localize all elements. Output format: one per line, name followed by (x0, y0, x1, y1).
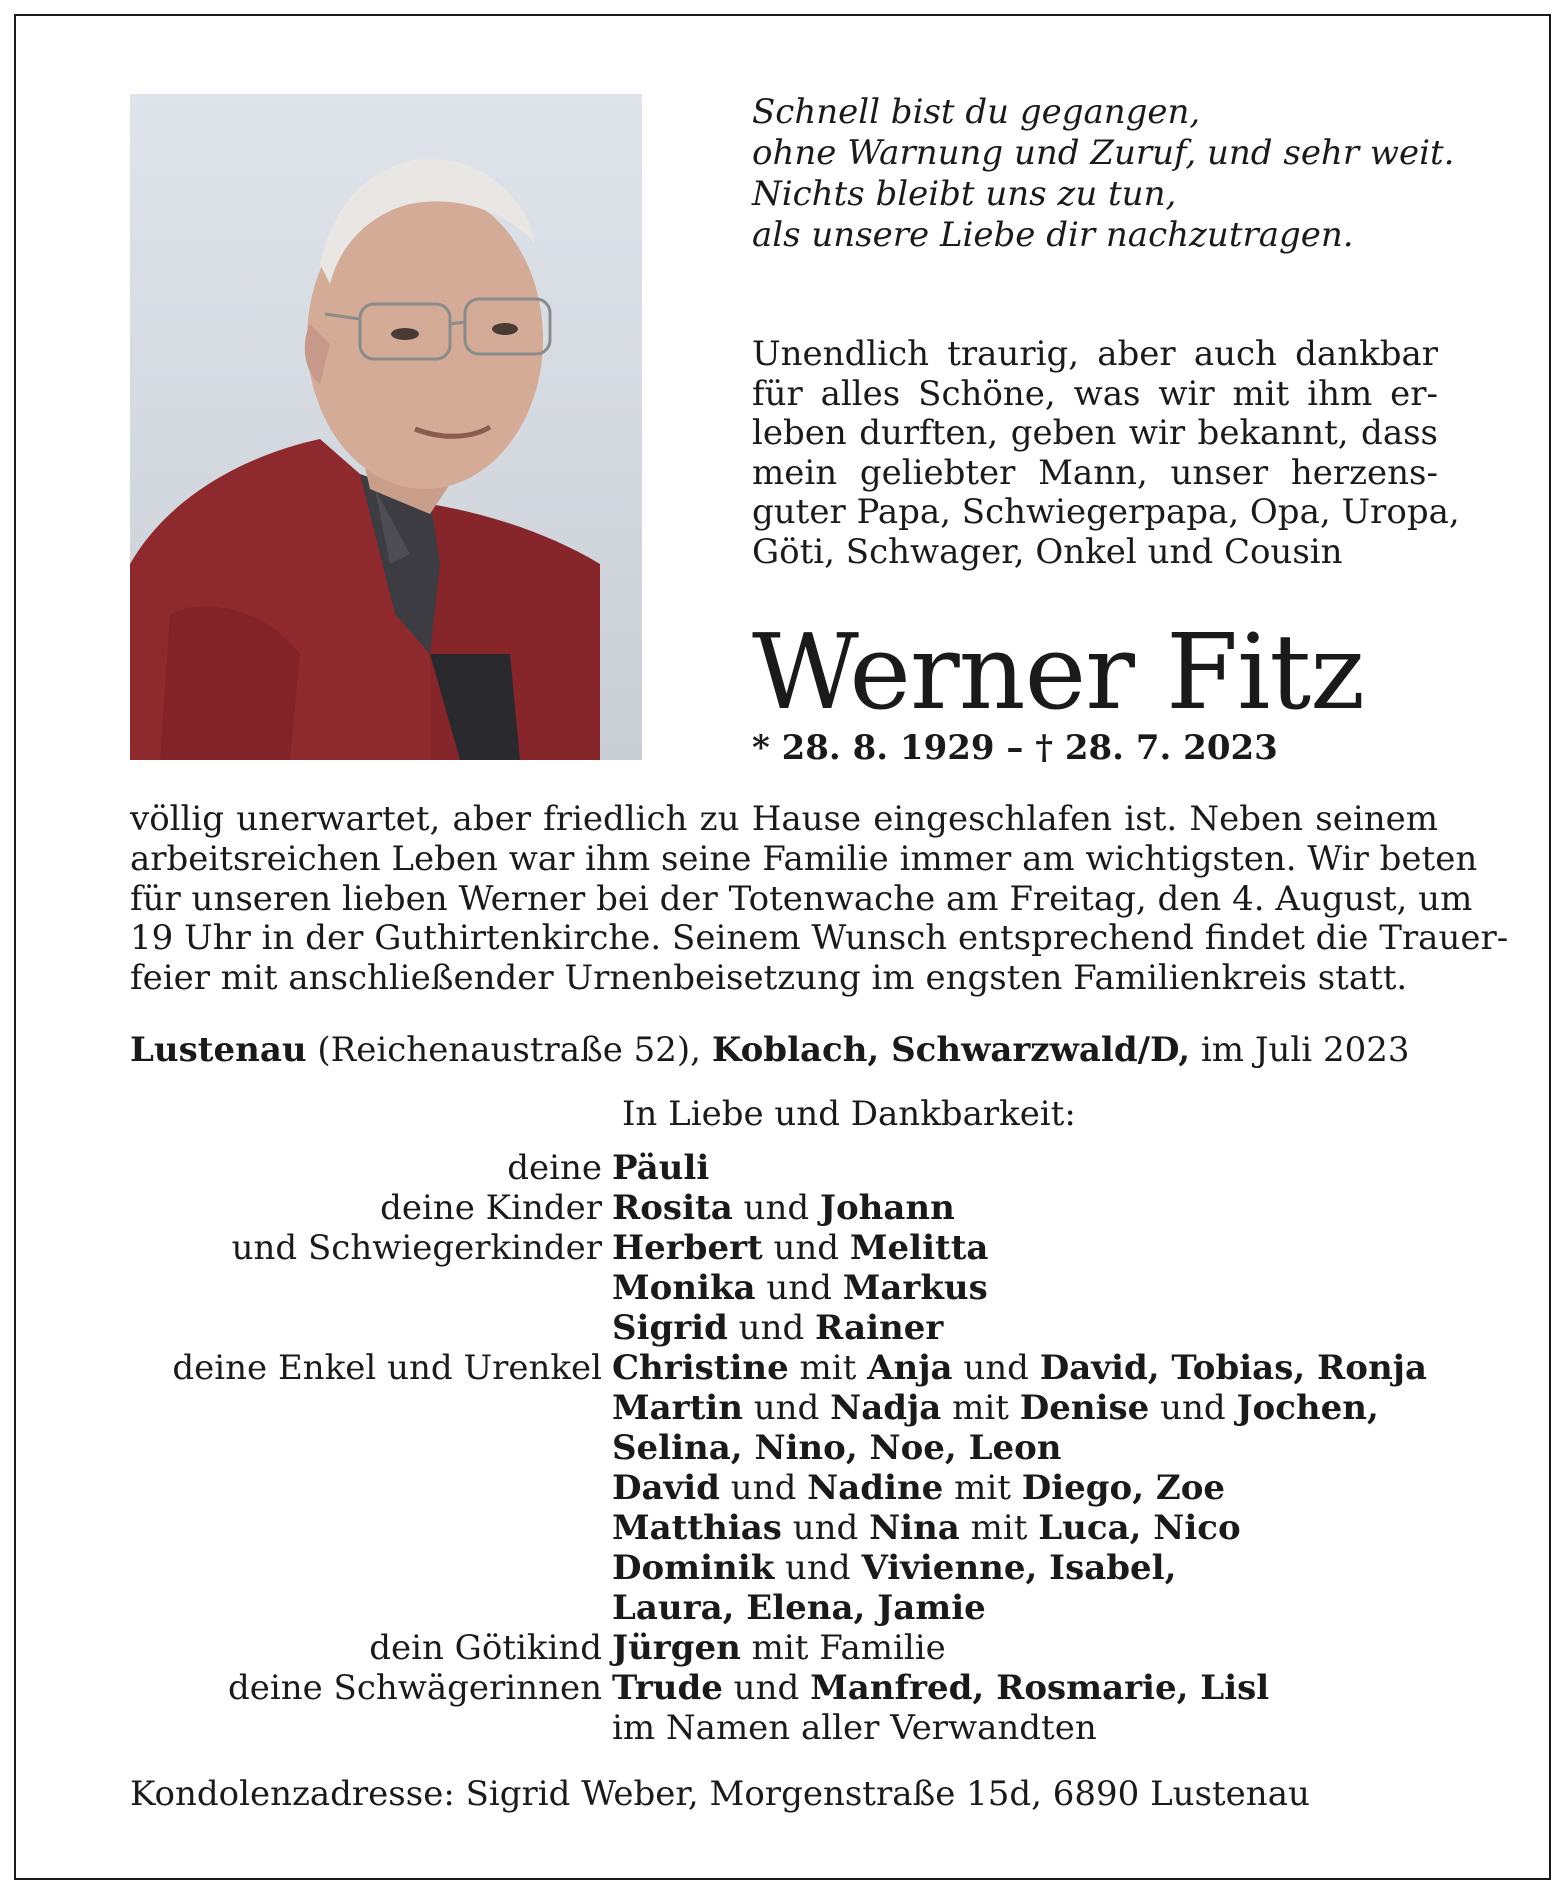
mourner-name: Laura, Elena, Jamie (612, 1588, 986, 1628)
mourner-relation (130, 1468, 612, 1508)
place-town: Lustenau (130, 1030, 307, 1070)
place-line (130, 1030, 1409, 1070)
mourner-connector: mit Familie (740, 1628, 946, 1668)
mourner-names (612, 1188, 955, 1228)
mourner-name: Herbert (612, 1228, 763, 1268)
mourner-name: Rosita (612, 1188, 733, 1228)
mourner-row (130, 1628, 1427, 1668)
poem-line: als unsere Liebe dir nachzutragen. (752, 215, 1354, 255)
mourner-name: Christine (612, 1348, 789, 1388)
mourner-connector: und (722, 1668, 811, 1708)
mourning-title: In Liebe und Dankbarkeit: (622, 1094, 1076, 1134)
mourner-row (130, 1388, 1427, 1428)
poem-line: Nichts bleibt uns zu tun, (752, 174, 1177, 214)
intro-line: leben durften, geben wir bekannt, dass (752, 413, 1438, 453)
mourner-row (130, 1348, 1427, 1388)
mourner-connector: und (732, 1188, 820, 1228)
mourner-relation (130, 1388, 612, 1428)
place-date: im Juli 2023 (1200, 1030, 1410, 1070)
mourner-relation: und Schwiegerkinder (231, 1228, 602, 1268)
mourner-row (130, 1708, 1427, 1748)
mourner-connector: mit (788, 1348, 868, 1388)
mourner-relation (130, 1508, 612, 1548)
mourner-name: Manfred, Rosmarie, Lisl (810, 1668, 1270, 1708)
mourner-connector: und (781, 1508, 870, 1548)
intro-line: mein geliebter Mann, unser herzens- (752, 452, 1438, 493)
mourner-name: Matthias (612, 1508, 782, 1548)
intro-line: guter Papa, Schwiegerpapa, Opa, Uropa, (752, 492, 1460, 532)
intro-paragraph (752, 334, 1460, 572)
mourner-row (130, 1548, 1427, 1588)
mourner-name: Denise (1019, 1388, 1150, 1428)
mourner-name: Jürgen (612, 1628, 741, 1668)
poem-line: Schnell bist du gegangen, (752, 92, 1201, 132)
mourner-name: Anja (867, 1348, 953, 1388)
body-line: feier mit anschließender Urnenbeisetzung im engsten Familienkreis statt. (130, 958, 1408, 999)
mourner-row (130, 1268, 1427, 1308)
mourner-relation: deine Enkel und Urenkel (172, 1348, 602, 1388)
mourner-name: David, Tobias, Ronja (1039, 1348, 1427, 1388)
mourner-relation: deine (507, 1148, 602, 1188)
mourner-name: Martin (612, 1388, 743, 1428)
mourner-name: Melitta (849, 1228, 989, 1268)
poem-line: ohne Warnung und Zuruf, und sehr weit. (752, 133, 1455, 173)
mourner-name: Trude (612, 1668, 723, 1708)
mourner-name: Jochen, (1236, 1388, 1379, 1428)
mourner-name: Selina, Nino, Noe, Leon (612, 1428, 1062, 1468)
mourner-names (612, 1668, 1269, 1708)
mourner-names (612, 1148, 709, 1188)
deceased-name: Werner Fitz (752, 611, 1364, 733)
body-line: 19 Uhr in der Guthirtenkirche. Seinem Wunsch entsprechend findet die Trauer- (130, 918, 1509, 959)
mourner-connector: und (1149, 1388, 1237, 1428)
mourner-names (612, 1388, 1379, 1428)
place-others: Koblach, Schwarzwald/D, (711, 1030, 1191, 1070)
poem (752, 92, 1472, 256)
mourner-name: David (612, 1468, 720, 1508)
mourner-connector: im Namen aller Verwandten (612, 1708, 1097, 1748)
body-line: für unseren lieben Werner bei der Totenwache am Freitag, den 4. August, um (130, 878, 1473, 919)
mourner-connector: und (952, 1348, 1040, 1388)
mourner-row (130, 1428, 1427, 1468)
mourner-names (612, 1628, 946, 1668)
mourner-names (612, 1308, 943, 1348)
mourner-names (612, 1468, 1225, 1508)
mourner-name: Nina (869, 1508, 960, 1548)
mourner-names (612, 1708, 1097, 1748)
portrait-photo (130, 94, 642, 760)
mourner-row (130, 1308, 1427, 1348)
mourner-names (612, 1548, 1176, 1588)
intro-line: für alles Schöne, was wir mit ihm er- (752, 373, 1438, 414)
mourner-connector: und (762, 1228, 850, 1268)
mourner-connector: mit (959, 1508, 1039, 1548)
mourner-name: Dominik (612, 1548, 775, 1588)
life-dates: * 28. 8. 1929 – † 28. 7. 2023 (752, 728, 1278, 768)
mourner-row (130, 1508, 1427, 1548)
mourner-name: Rainer (815, 1308, 944, 1348)
mourner-connector: und (719, 1468, 808, 1508)
mourner-names (612, 1428, 1062, 1468)
mourner-name: Monika (612, 1268, 756, 1308)
mourner-row (130, 1668, 1427, 1708)
mourner-name: Markus (842, 1268, 988, 1308)
mourner-names (612, 1268, 988, 1308)
mourner-names (612, 1588, 986, 1628)
mourner-name: Luca, Nico (1038, 1508, 1241, 1548)
mourner-name: Nadja (830, 1388, 942, 1428)
mourner-row (130, 1228, 1427, 1268)
mourner-relation: deine Schwägerinnen (227, 1668, 602, 1708)
intro-line: Unendlich traurig, aber auch dankbar (752, 334, 1438, 374)
body-line: völlig unerwartet, aber friedlich zu Hause eingeschlafen ist. Neben seinem (130, 799, 1438, 839)
mourner-row (130, 1148, 1427, 1188)
place-street: (Reichenaustraße 52), (317, 1030, 701, 1070)
mourner-connector: mit (943, 1468, 1022, 1508)
mourner-name: Diego, Zoe (1021, 1468, 1226, 1508)
mourner-name: Päuli (612, 1148, 710, 1188)
mourner-connector: und (755, 1268, 843, 1308)
mourner-connector: mit (941, 1388, 1020, 1428)
mourner-relation (130, 1588, 612, 1628)
mourner-name: Johann (819, 1188, 955, 1228)
mourner-row (130, 1188, 1427, 1228)
body-paragraph (130, 799, 1509, 999)
mourner-names (612, 1508, 1241, 1548)
mourner-name: Nadine (807, 1468, 944, 1508)
mourner-relation (130, 1548, 612, 1588)
mourner-relation: deine Kinder (380, 1188, 602, 1228)
mourner-row (130, 1588, 1427, 1628)
mourner-name: Vivienne, Isabel, (861, 1548, 1177, 1588)
mourner-relation (130, 1708, 612, 1748)
condolence-address: Kondolenzadresse: Sigrid Weber, Morgenstraße 15d, 6890 Lustenau (130, 1774, 1310, 1814)
mourner-relation: dein Götikind (369, 1628, 602, 1668)
mourner-relation (130, 1268, 612, 1308)
mourner-names (612, 1228, 988, 1268)
body-line: arbeitsreichen Leben war ihm seine Familie immer am wichtigsten. Wir beten (130, 838, 1478, 879)
intro-line: Göti, Schwager, Onkel und Cousin (752, 531, 1343, 572)
mourners-list (130, 1148, 1427, 1748)
mourner-connector: und (774, 1548, 862, 1588)
mourner-names (612, 1348, 1427, 1388)
mourner-relation (130, 1428, 612, 1468)
mourner-connector: und (727, 1308, 816, 1348)
mourner-name: Sigrid (612, 1308, 728, 1348)
mourner-relation (130, 1308, 612, 1348)
mourner-row (130, 1468, 1427, 1508)
mourner-connector: und (742, 1388, 831, 1428)
